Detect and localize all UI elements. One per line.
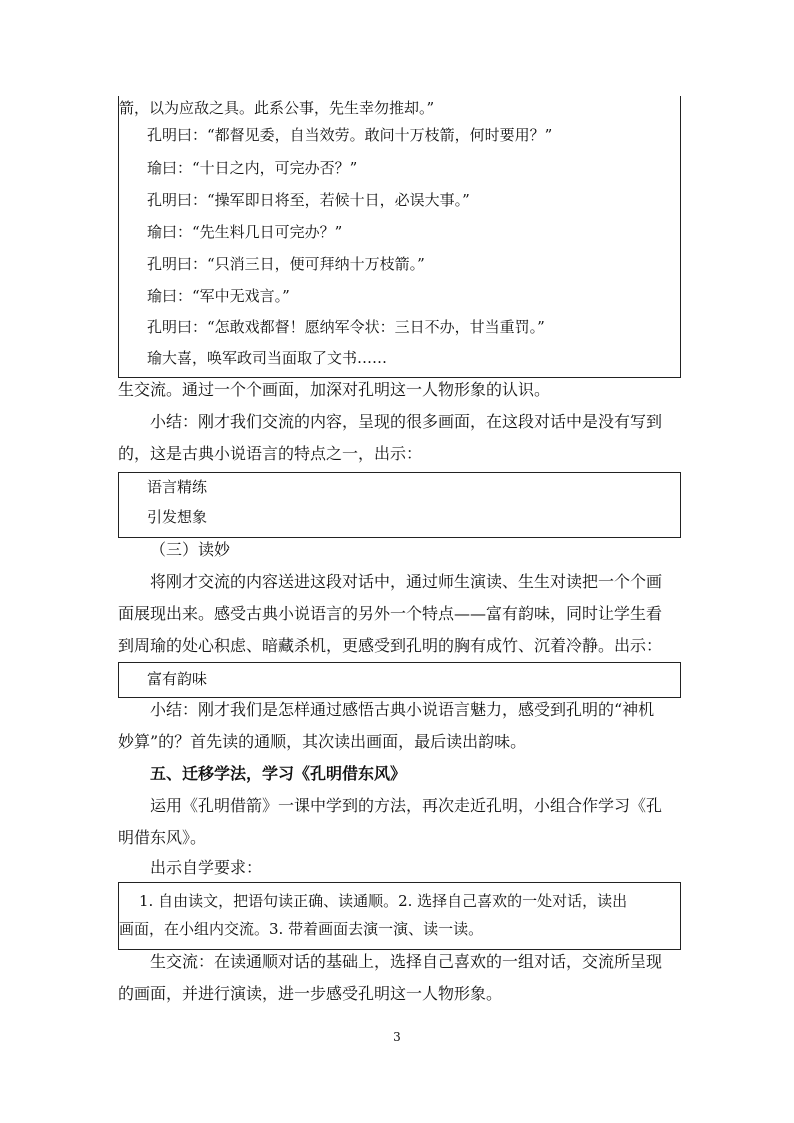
dialogue-line: 瑜曰：“先生料几日可完办？” — [147, 223, 343, 241]
page-number: 3 — [393, 1030, 401, 1044]
dialogue-box — [118, 96, 681, 378]
language-features-box — [118, 472, 681, 538]
box-line: 富有韵味 — [147, 670, 208, 688]
paragraph-line: 生交流：在读通顺对话的基础上，选择自己喜欢的一组对话，交流所呈现 — [150, 952, 663, 971]
charm-box — [118, 662, 681, 698]
paragraph-line: 将刚才交流的内容送进这段对话中，通过师生演读、生生对读把一个个画 — [150, 572, 663, 591]
box-line: 语言精练 — [147, 478, 208, 496]
dialogue-line: 瑜大喜，唤军政司当面取了文书…… — [147, 349, 388, 367]
dialogue-line: 孔明曰：“怎敢戏都督！愿纳军令状：三日不办，甘当重罚。” — [147, 318, 545, 336]
paragraph-line: 的画面，并进行演读，进一步感受孔明这一人物形象。 — [118, 984, 503, 1003]
paragraph-line: 到周瑜的处心积虑、暗藏杀机，更感受到孔明的胸有成竹、沉着冷静。出示： — [118, 636, 663, 655]
dialogue-line: 箭，以为应敌之具。此系公事，先生幸勿推却。” — [119, 99, 435, 117]
dialogue-line: 孔明曰：“操军即日将至，若候十日，必误大事。” — [147, 191, 470, 209]
section-title-transfer: 五、迁移学法，学习《孔明借东风》 — [150, 764, 407, 783]
box-line: 画面，在小组内交流。3. 带着画面去演一演、读一读。 — [119, 920, 484, 938]
dialogue-line: 瑜曰：“十日之内，可完办否？” — [147, 159, 358, 177]
dialogue-line: 瑜曰：“军中无戏言。” — [147, 287, 290, 305]
dialogue-line: 孔明曰：“都督见委，自当效劳。敢问十万枝箭，何时要用？” — [147, 126, 553, 144]
box-line: 引发想象 — [147, 508, 208, 526]
self-study-requirements-box — [118, 882, 681, 950]
paragraph-student-exchange: 生交流。通过一个个画面，加深对孔明这一人物形象的认识。 — [118, 380, 551, 399]
summary-line-2: 的，这是古典小说语言的特点之一，出示： — [118, 444, 423, 463]
paragraph-line: 面展现出来。感受古典小说语言的另外一个特点——富有韵味，同时让学生看 — [118, 604, 663, 623]
summary-line: 妙算”的？首先读的通顺，其次读出画面，最后读出韵味。 — [118, 732, 527, 751]
section-title-read-wonder: （三）读妙 — [150, 540, 231, 559]
summary-line-1: 小结：刚才我们交流的内容，呈现的很多画面，在这段对话中是没有写到 — [150, 412, 663, 431]
self-study-heading: 出示自学要求： — [150, 858, 263, 877]
summary-line: 小结：刚才我们是怎样通过感悟古典小说语言魅力，感受到孔明的“神机 — [150, 700, 655, 719]
paragraph-line: 运用《孔明借箭》一课中学到的方法，再次走近孔明，小组合作学习《孔 — [150, 796, 663, 815]
box-line: 1. 自由读文，把语句读正确、读通顺。2. 选择自己喜欢的一处对话，读出 — [139, 892, 628, 910]
paragraph-line: 明借东风》。 — [118, 828, 207, 847]
dialogue-line: 孔明曰：“只消三日，便可拜纳十万枝箭。” — [147, 255, 425, 273]
